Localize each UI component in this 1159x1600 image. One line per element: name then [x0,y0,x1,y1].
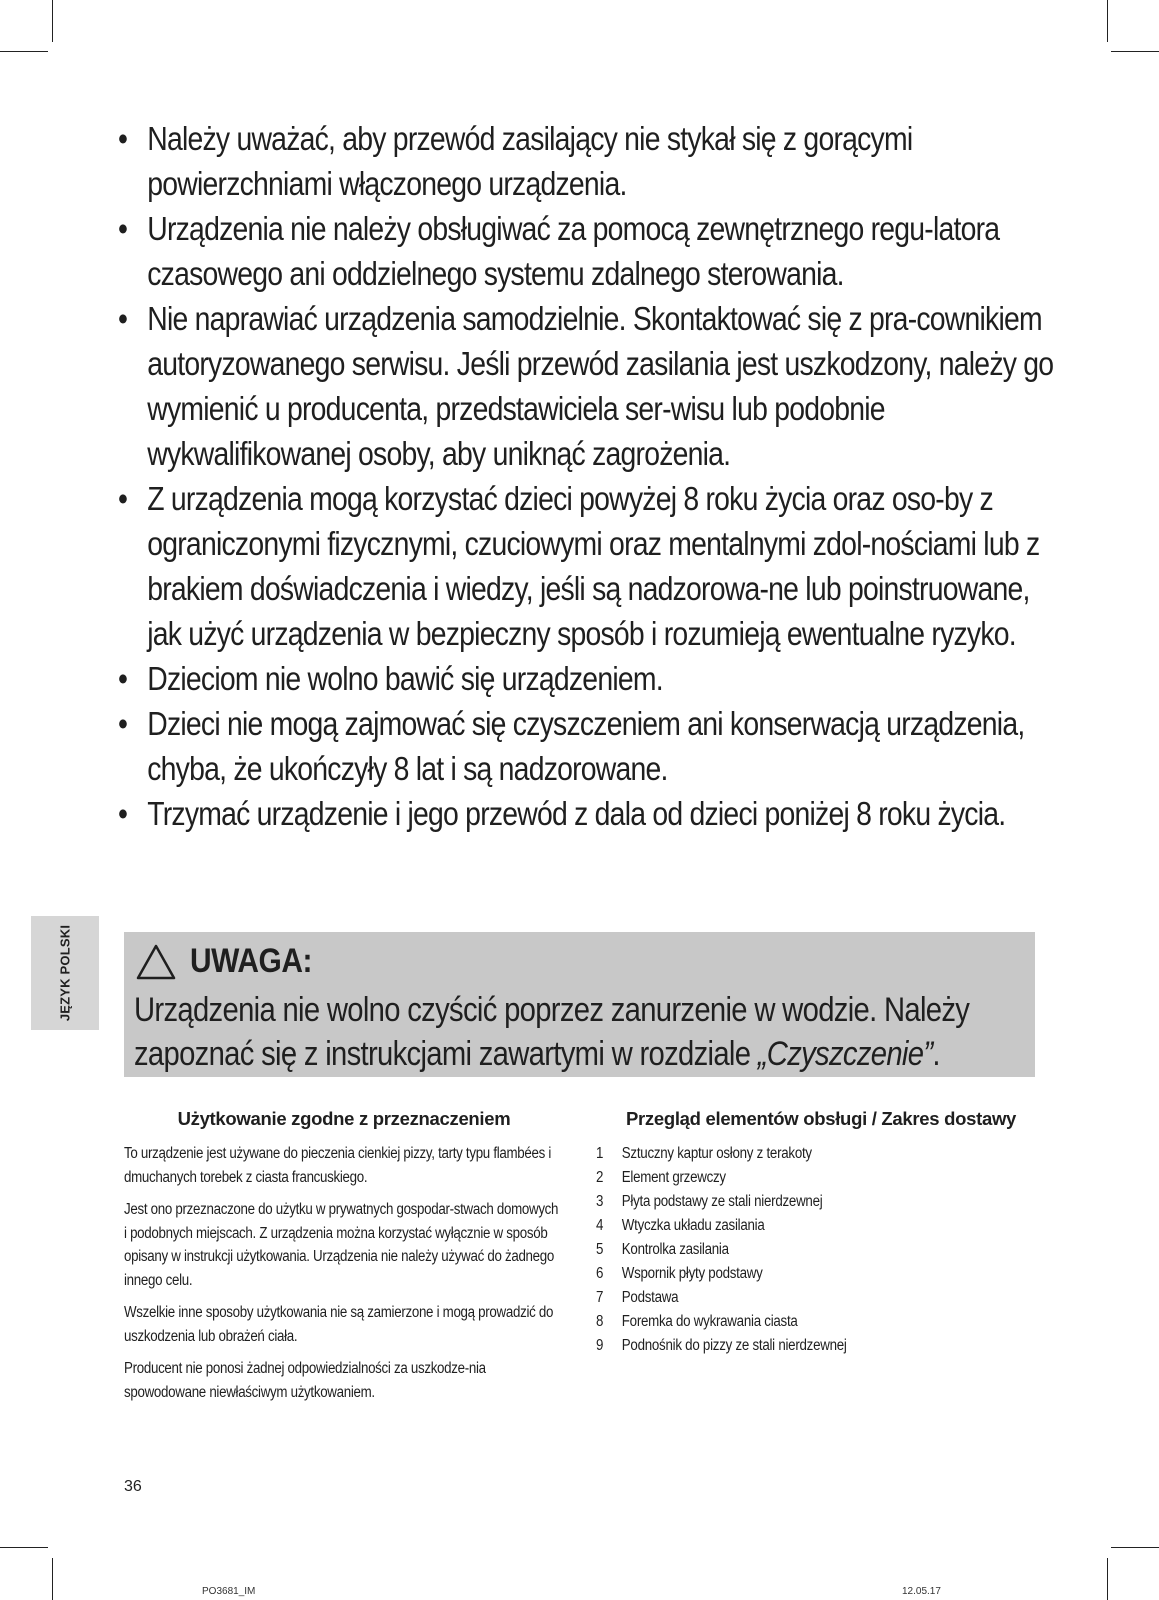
language-side-tab [31,916,99,1030]
part-number: 6 [596,1265,604,1282]
list-item [596,1214,1043,1238]
part-label: Kontrolka zasilania [621,1241,729,1258]
crop-mark [1107,1558,1108,1600]
crop-mark [1111,1547,1159,1548]
part-label: Foremka do wykrawania ciasta [621,1313,798,1330]
part-number: 9 [596,1337,604,1354]
intended-use-section [124,1108,564,1413]
parts-overview-heading: Przegląd elementów obsługi / Zakres dostawy [625,1108,1017,1129]
crop-mark [0,1547,48,1548]
warning-text-main: Urządzenia nie wolno czyścić poprzez zanurzenie w wodzie. Należy zapoznać się z instrukcjami zawartymi w rozdziale [134,991,970,1073]
bullet-item: • Z urządzenia mogą korzystać dzieci powyżej 8 roku życia oraz oso-by z ograniczonymi fizycznymi, czuciowymi oraz mentalnymi zdol-nościami lub z brakiem doświadczenia i wiedzy, jeśli są nadzorowa-ne lub poinstruowane, jak użyć urządzenia w bezpieczny sposób i rozumieją ewentualne ryzyko. [118,476,1067,656]
crop-mark [52,0,53,42]
bullet-item: • Należy uważać, aby przewód zasilający nie stykał się z gorącymi powierzchniami włączonego urządzenia. [118,116,1067,206]
intended-use-heading: Użytkowanie zgodne z przeznaczeniem [177,1108,511,1129]
safety-bullet-list [118,116,1054,836]
part-number: 4 [596,1217,604,1234]
footer-date: 12.05.17 [902,1586,941,1597]
crop-mark [1111,51,1159,52]
crop-mark [52,1558,53,1600]
warning-text [134,988,1028,1076]
part-label: Wspornik płyty podstawy [621,1265,763,1282]
parts-list [596,1142,1046,1358]
part-number: 5 [596,1241,604,1258]
part-number: 3 [596,1193,604,1210]
list-item [596,1262,1043,1286]
warning-text-end: . [932,1035,940,1073]
warning-title: UWAGA: [190,942,313,980]
list-item [596,1286,1043,1310]
footer-doc-code: PO3681_IM [202,1586,256,1597]
bullet-item: • Nie naprawiać urządzenia samodzielnie. Skontaktować się z pra-cownikiem autoryzowanego serwisu. Jeśli przewód zasilania jest uszkodzony, należy go wymienić u producenta, przedstawiciela ser-wisu lub podobnie wykwalifikowanej osoby, aby uniknąć zagrożenia. [118,296,1067,476]
crop-mark [0,51,48,52]
intended-use-paragraph: Wszelkie inne sposoby użytkowania nie są zamierzone i mogą prowadzić do uszkodzenia lub obrażeń ciała. [124,1304,554,1345]
intended-use-paragraph: Jest ono przeznaczone do użytku w prywatnych gospodar-stwach domowych i podobnych miejscach. Z urządzenia można korzystać wyłącznie w sposób opisany w instrukcji użytkowania. Urządzenia nie należy używać do żadnego innego celu. [124,1201,559,1289]
crop-mark [1107,0,1108,42]
intended-use-paragraph: Producent nie ponosi żadnej odpowiedzialności za uszkodze-nia spowodowane niewłaściwym użytkowaniem. [124,1360,486,1401]
part-label: Sztuczny kaptur osłony z terakoty [621,1145,812,1162]
part-number: 2 [596,1169,604,1186]
list-item [596,1310,1043,1334]
warning-text-italic: „Czyszczenie” [757,1035,933,1073]
part-label: Wtyczka układu zasilania [621,1217,765,1234]
part-number: 7 [596,1289,604,1306]
part-label: Podstawa [621,1289,679,1306]
part-number: 1 [596,1145,604,1162]
warning-box [124,932,1035,1077]
bullet-item: • Trzymać urządzenie i jego przewód z dala od dzieci poniżej 8 roku życia. [118,791,1067,836]
list-item [596,1190,1043,1214]
page-number: 36 [124,1478,142,1495]
warning-triangle-icon [136,944,176,980]
intended-use-paragraph: To urządzenie jest używane do pieczenia cienkiej pizzy, tarty typu flambées i dmuchanych torebek z ciasta francuskiego. [124,1145,552,1186]
list-item [596,1142,1043,1166]
bullet-item: • Dzieci nie mogą zajmować się czyszczeniem ani konserwacją urządzenia, chyba, że ukończyły 8 lat i są nadzorowane. [118,701,1067,791]
bullet-item: • Urządzenia nie należy obsługiwać za pomocą zewnętrznego regu-latora czasowego ani oddzielnego systemu zdalnego sterowania. [118,206,1067,296]
warning-header [136,942,329,981]
list-item [596,1166,1043,1190]
bullet-item: • Dzieciom nie wolno bawić się urządzeniem. [118,656,1067,701]
list-item [596,1334,1043,1358]
part-label: Element grzewczy [621,1169,726,1186]
language-label: JĘZYK POLSKI [57,924,73,1022]
part-label: Podnośnik do pizzy ze stali nierdzewnej [621,1337,847,1354]
parts-overview-section [596,1108,1046,1358]
part-number: 8 [596,1313,604,1330]
part-label: Płyta podstawy ze stali nierdzewnej [621,1193,823,1210]
list-item [596,1238,1043,1262]
